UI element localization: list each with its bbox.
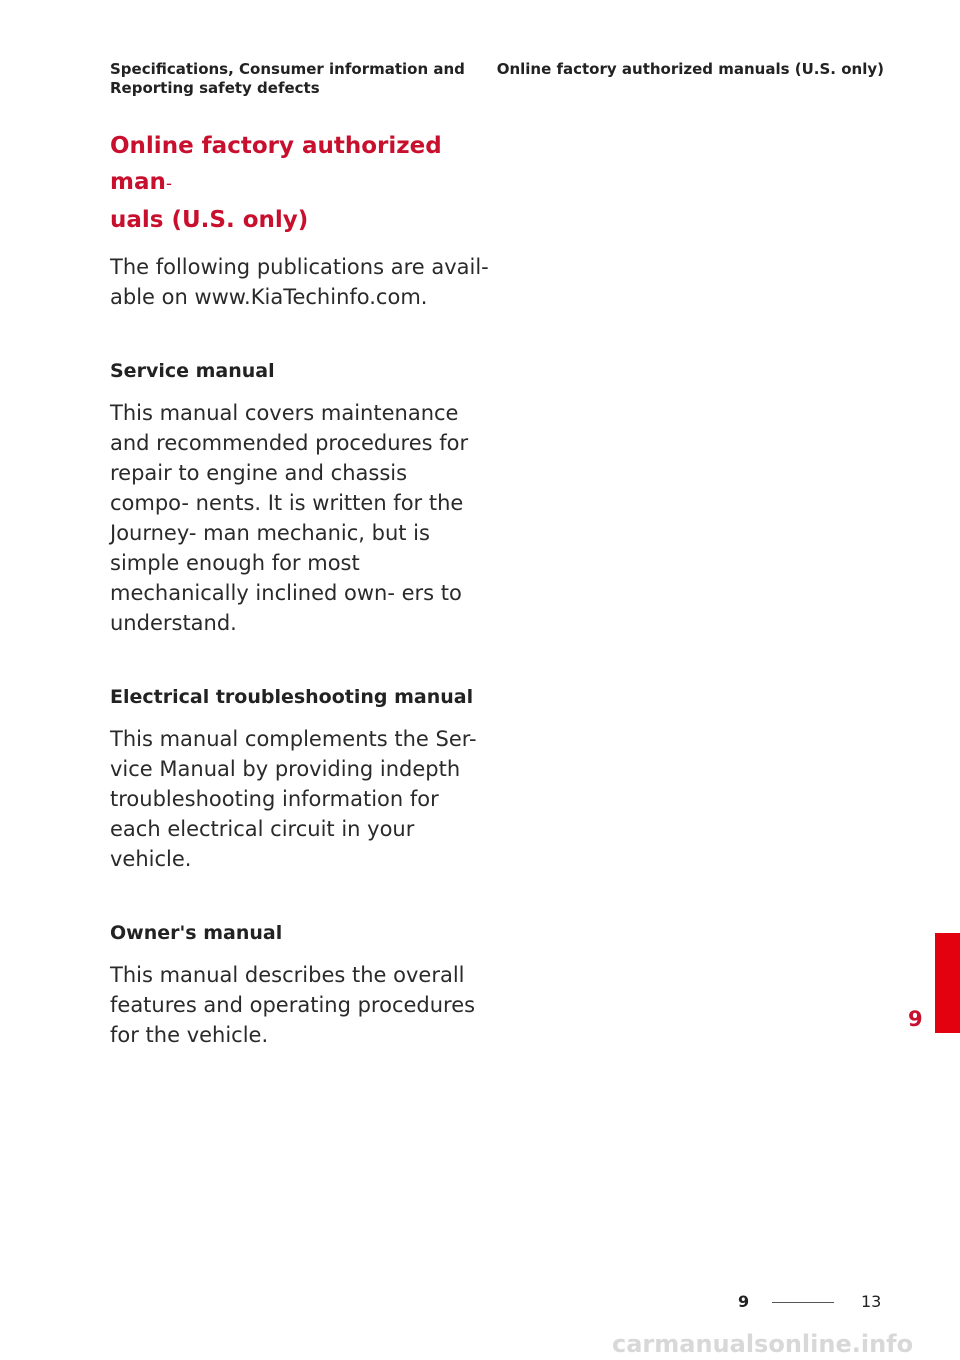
electrical-manual-heading: Electrical troubleshooting manual <box>110 686 474 708</box>
page-title-part-1: Online factory authorized man <box>110 133 442 195</box>
page-title-hyphen: - <box>165 174 173 194</box>
service-manual-body: This manual covers maintenance and recommended procedures for repair to engine and chassis compo- nents. It is written for the Journey- man mechanic, but is simple enough for most mechanically inclined own- ers to understand. <box>110 401 469 635</box>
running-header-title: Online factory authorized manuals (U.S. only) <box>496 60 884 78</box>
header-section-line-2: Reporting safety defects <box>110 79 320 97</box>
chapter-tab-number: 9 <box>908 1007 923 1031</box>
running-header-section <box>110 60 470 98</box>
electrical-manual-body: This manual complements the Ser- vice Manual by providing indepth troubleshooting information for each electrical circuit in your vehicle. <box>110 727 477 871</box>
owners-manual-heading: Owner's manual <box>110 922 283 944</box>
service-manual-heading: Service manual <box>110 360 275 382</box>
intro-paragraph: The following publications are avail- able on www.KiaTechinfo.com. <box>110 255 489 309</box>
header-section-line-1: Specifications, Consumer information and <box>110 60 465 78</box>
page-title <box>110 128 490 238</box>
footer-page-number: 13 <box>861 1292 882 1311</box>
main-content <box>110 128 490 1050</box>
footer-divider <box>772 1302 834 1303</box>
footer-chapter-number: 9 <box>738 1292 750 1311</box>
page-title-part-2: uals (U.S. only) <box>110 207 309 233</box>
chapter-tab <box>935 933 960 1033</box>
watermark: carmanualsonline.info <box>612 1330 914 1358</box>
owners-manual-body: This manual describes the overall features and operating procedures for the vehicle. <box>110 963 476 1047</box>
